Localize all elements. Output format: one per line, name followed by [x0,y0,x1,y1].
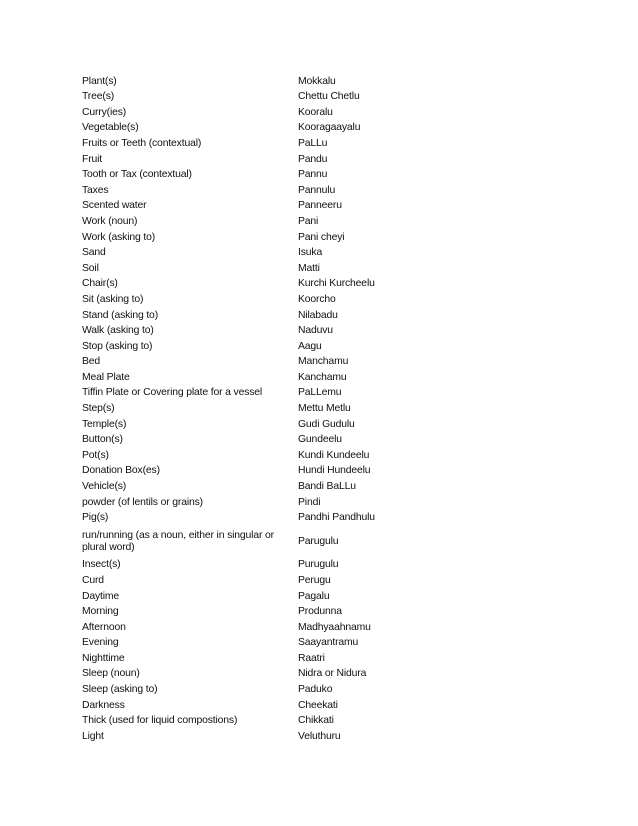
english-term: Sleep (noun) [82,668,140,680]
english-term: Insect(s) [82,559,121,571]
telugu-term: Kanchamu [298,371,347,383]
table-row [82,339,552,355]
table-row [82,152,552,168]
english-term: Scented water [82,200,147,212]
table-row [82,261,552,277]
english-term: Tooth or Tax (contextual) [82,169,192,181]
table-row [82,698,552,714]
table-row [82,121,552,137]
telugu-term: Pandu [298,153,328,165]
english-term: Thick (used for liquid compostions) [82,715,238,727]
table-row [82,636,552,652]
english-term: Work (asking to) [82,231,156,243]
telugu-term: PaLLu [298,137,328,149]
table-row [82,324,552,340]
table-row [82,292,552,308]
telugu-term: Purugulu [298,559,339,571]
english-term: Curd [82,574,104,586]
table-row [82,464,552,480]
telugu-term: Gudi Gudulu [298,418,355,430]
telugu-term: Madhyaahnamu [298,621,371,633]
english-term: Morning [82,606,119,618]
telugu-term: Pannu [298,169,328,181]
table-row [82,74,552,90]
english-term: Pot(s) [82,449,109,461]
telugu-term: Kundi Kundeelu [298,449,370,461]
english-term: Daytime [82,590,120,602]
table-row [82,667,552,683]
table-row [82,620,552,636]
table-row [82,526,552,558]
english-term: Stand (asking to) [82,309,158,321]
table-row [82,105,552,121]
table-row [82,277,552,293]
table-row [82,370,552,386]
table-row [82,355,552,371]
english-term: Darkness [82,699,125,711]
english-term: Temple(s) [82,418,127,430]
english-term: Tiffin Plate or Covering plate for a vessel [82,387,263,399]
table-row [82,136,552,152]
telugu-term: Pindi [298,496,321,508]
english-term: Donation Box(es) [82,465,160,477]
telugu-term: PaLLemu [298,387,342,399]
english-term: Fruit [82,153,103,165]
telugu-term: Raatri [298,652,325,664]
english-term: Plant(s) [82,75,117,87]
table-row [82,714,552,730]
english-term: Pig(s) [82,512,109,524]
telugu-term: Saayantramu [298,637,359,649]
telugu-term: Pani [298,215,319,227]
table-row [82,605,552,621]
english-term: Fruits or Teeth (contextual) [82,137,202,149]
english-term: powder (of lentils or grains) [82,496,203,508]
telugu-term: Manchamu [298,356,349,368]
telugu-term: Hundi Hundeelu [298,465,371,477]
table-row [82,199,552,215]
table-row [82,308,552,324]
english-term: Taxes [82,184,109,196]
english-term: Evening [82,637,119,649]
english-term: Sand [82,247,106,259]
english-term: Sit (asking to) [82,293,144,305]
english-term: Vegetable(s) [82,122,139,134]
vocabulary-table [82,74,552,745]
telugu-term: Isuka [298,247,323,259]
english-term: Curry(ies) [82,106,127,118]
english-term: Bed [82,356,101,368]
table-row [82,651,552,667]
english-term: Stop (asking to) [82,340,153,352]
english-term: Afternoon [82,621,126,633]
english-term: Nighttime [82,652,125,664]
telugu-term: Pani cheyi [298,231,345,243]
english-term: Button(s) [82,434,123,446]
telugu-term: Panneeru [298,200,342,212]
telugu-term: Cheekati [298,699,338,711]
table-row [82,495,552,511]
telugu-term: Paduko [298,684,333,696]
table-row [82,448,552,464]
telugu-term: Gundeelu [298,434,342,446]
english-term: Soil [82,262,99,274]
telugu-term: Mettu Metlu [298,403,351,415]
english-term: Light [82,730,104,742]
telugu-term: Nilabadu [298,309,338,321]
table-row [82,682,552,698]
english-term: Work (noun) [82,215,138,227]
table-row [82,401,552,417]
english-term: Chair(s) [82,278,118,290]
english-term: run/running (as a noun, either in singular or plural word) [82,529,274,553]
english-term: Sleep (asking to) [82,684,158,696]
telugu-term: Chikkati [298,715,334,727]
telugu-term: Veluthuru [298,730,341,742]
table-row [82,589,552,605]
telugu-term: Perugu [298,574,331,586]
telugu-term: Pannulu [298,184,336,196]
telugu-term: Pagalu [298,590,330,602]
table-row [82,246,552,262]
table-row [82,433,552,449]
table-row [82,573,552,589]
table-row [82,729,552,745]
table-row [82,417,552,433]
english-term: Walk (asking to) [82,325,154,337]
telugu-term: Mokkalu [298,75,336,87]
table-row [82,168,552,184]
telugu-term: Kooragaayalu [298,122,361,134]
telugu-term: Nidra or Nidura [298,668,367,680]
telugu-term: Chettu Chetlu [298,91,360,103]
table-row [82,90,552,106]
telugu-term: Aagu [298,340,322,352]
telugu-term: Kurchi Kurcheelu [298,278,375,290]
telugu-term: Naduvu [298,325,333,337]
english-term: Tree(s) [82,91,115,103]
table-row [82,479,552,495]
telugu-term: Koorcho [298,293,336,305]
english-term: Meal Plate [82,371,130,383]
english-term: Vehicle(s) [82,481,127,493]
telugu-term: Matti [298,262,320,274]
table-row [82,183,552,199]
telugu-term: Kooralu [298,106,333,118]
telugu-term: Bandi BaLLu [298,481,356,493]
telugu-term: Pandhi Pandhulu [298,512,375,524]
table-row [82,386,552,402]
table-row [82,214,552,230]
telugu-term: Parugulu [298,535,339,547]
telugu-term: Produnna [298,606,342,618]
english-term: Step(s) [82,403,115,415]
table-row [82,230,552,246]
table-row [82,511,552,527]
table-row [82,558,552,574]
